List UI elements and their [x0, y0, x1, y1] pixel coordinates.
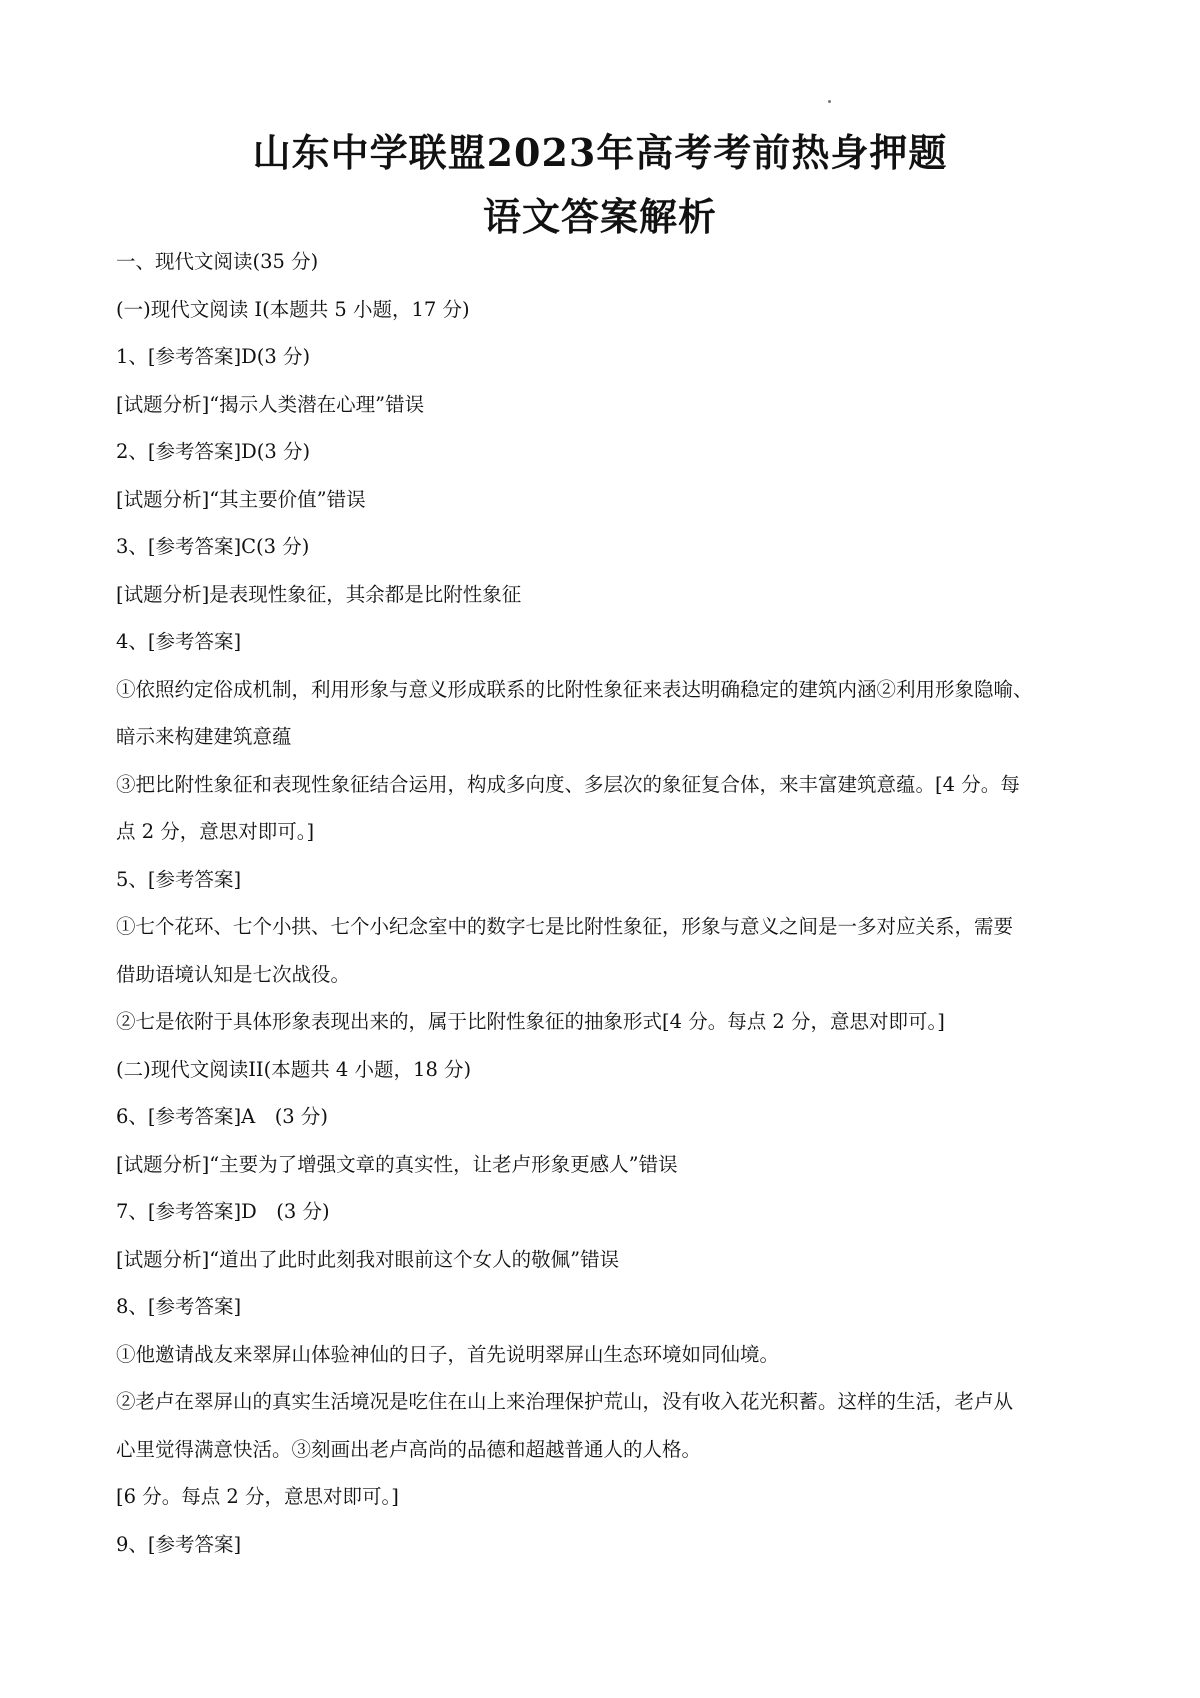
- answer-text-line: 点 2 分，意思对即可。]: [116, 820, 315, 843]
- answer-line: 8、[参考答案]: [116, 1295, 242, 1318]
- answer-line: 6、[参考答案]A (3 分): [116, 1105, 329, 1128]
- answer-text-line: ①他邀请战友来翠屏山体验神仙的日子，首先说明翠屏山生态环境如同仙境。: [116, 1342, 780, 1366]
- document-title: 山东中学联盟2023年高考考前热身押题: [252, 130, 948, 175]
- answer-text-line: ①七个花环、七个小拱、七个小纪念室中的数字七是比附性象征，形象与意义之间是一多对应关系，需要: [116, 915, 1014, 938]
- document-subtitle: 语文答案解析: [482, 194, 717, 239]
- answer-text-line: ②老卢在翠屏山的真实生活境况是吃住在山上来治理保护荒山，没有收入花光积蓄。这样的生活，老卢从: [116, 1390, 1014, 1413]
- analysis-line: [试题分析]是表现性象征，其余都是比附性象征: [116, 582, 522, 606]
- answer-text-line: ②七是依附于具体形象表现出来的，属于比附性象征的抽象形式[4 分。每点 2 分，意思对即可。]: [116, 1010, 945, 1033]
- answer-line: 9、[参考答案]: [116, 1532, 242, 1556]
- subsection-heading: (二)现代文阅读II(本题共 4 小题，18 分): [116, 1057, 472, 1081]
- scan-dot: [828, 100, 831, 103]
- section-heading: 一、现代文阅读(35 分): [116, 250, 319, 273]
- analysis-line: [试题分析]“其主要价值”错误: [116, 487, 366, 511]
- answer-line: 5、[参考答案]: [116, 867, 242, 891]
- answer-line: 4、[参考答案]: [116, 630, 242, 653]
- answer-line: 2、[参考答案]D(3 分): [116, 440, 311, 463]
- answer-text-line: 心里觉得满意快活。③刻画出老卢高尚的品德和超越普通人的人格。: [116, 1437, 702, 1461]
- answer-text-line: ③把比附性象征和表现性象征结合运用，构成多向度、多层次的象征复合体，来丰富建筑意蕴。[4 分。每: [116, 772, 1020, 796]
- analysis-line: [试题分析]“道出了此时此刻我对眼前这个女人的敬佩”错误: [116, 1247, 620, 1271]
- answer-line: 1、[参考答案]D(3 分): [116, 345, 311, 368]
- answer-line: 3、[参考答案]C(3 分): [116, 535, 310, 558]
- answer-text-line: [6 分。每点 2 分，意思对即可。]: [116, 1485, 399, 1508]
- answer-line: 7、[参考答案]D (3 分): [116, 1200, 330, 1223]
- analysis-line: [试题分析]“揭示人类潜在心理”错误: [116, 392, 425, 416]
- answer-text-line: 暗示来构建建筑意蕴: [116, 725, 292, 748]
- analysis-line: [试题分析]“主要为了增强文章的真实性，让老卢形象更感人”错误: [116, 1152, 678, 1176]
- subsection-heading: (一)现代文阅读 I(本题共 5 小题，17 分): [116, 297, 470, 321]
- answer-text-line: 借助语境认知是七次战役。: [116, 962, 351, 986]
- answer-text-line: ①依照约定俗成机制，利用形象与意义形成联系的比附性象征来表达明确稳定的建筑内涵②利用形象隐喻、: [116, 677, 1033, 701]
- answer-body: [116, 247, 1116, 1577]
